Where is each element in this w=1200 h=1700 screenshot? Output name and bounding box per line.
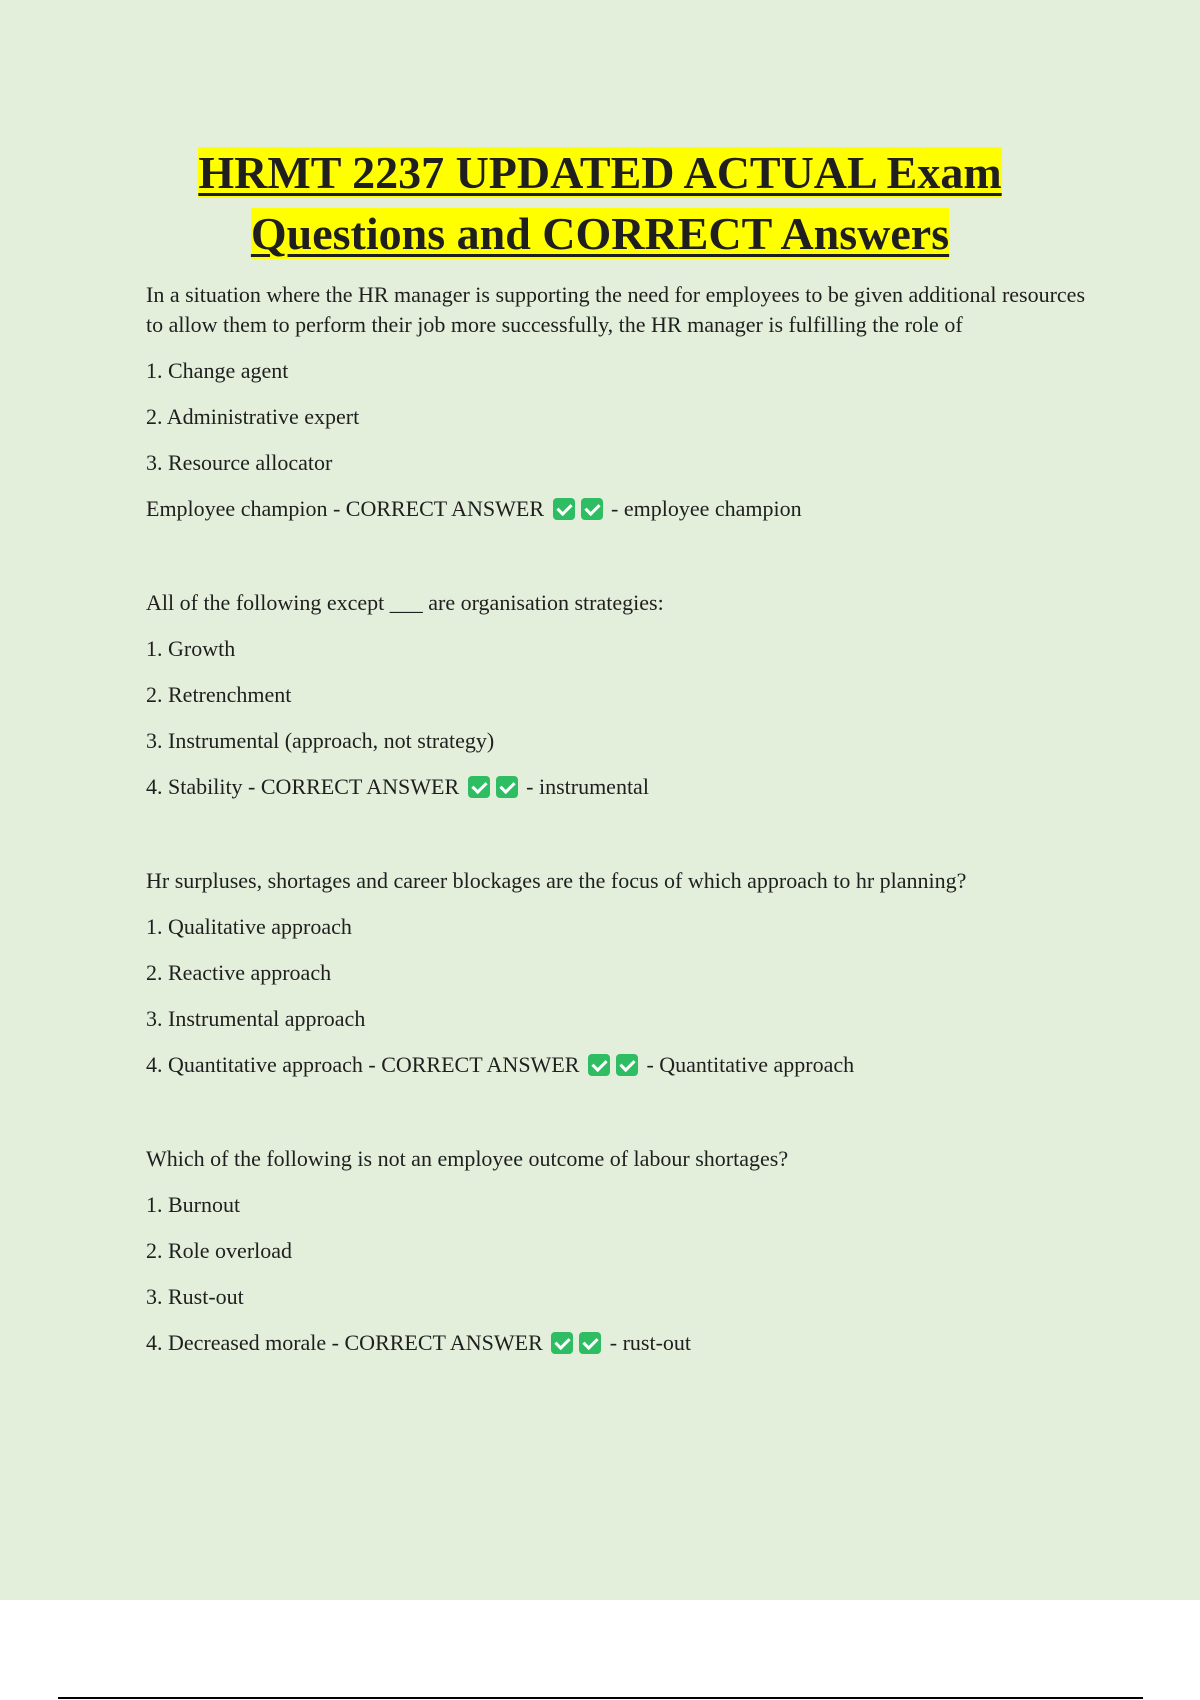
option-item: 1. Qualitative approach	[146, 914, 352, 939]
question-block	[146, 588, 1086, 802]
question-block	[146, 866, 1086, 1080]
option-item: 3. Instrumental approach	[146, 1006, 366, 1031]
footer-divider	[58, 1697, 1143, 1699]
option-item: 3. Rust-out	[146, 1284, 244, 1309]
answer-suffix: - Quantitative approach	[646, 1052, 855, 1077]
option-item: 2. Reactive approach	[146, 960, 332, 985]
option-item: 1. Change agent	[146, 358, 289, 383]
check-box-icon	[496, 776, 518, 798]
option-item: 2. Retrenchment	[146, 682, 292, 707]
answer-suffix: - employee champion	[611, 496, 802, 521]
option-item: 1. Growth	[146, 636, 236, 661]
check-box-icon	[468, 776, 490, 798]
document-title	[0, 142, 1200, 264]
answer-prefix: 4. Decreased morale - CORRECT ANSWER	[146, 1330, 543, 1355]
option-item: 3. Instrumental (approach, not strategy)	[146, 728, 495, 753]
title-line-1: HRMT 2237 UPDATED ACTUAL Exam	[198, 147, 1002, 198]
question-text: In a situation where the HR manager is supporting the need for employees to be given additional resources to allow them to perform their job more successfully, the HR manager is fulfilling the role of	[146, 282, 1086, 337]
option-item: 3. Resource allocator	[146, 450, 333, 475]
correct-answer-line	[146, 772, 1086, 802]
answer-prefix: 4. Quantitative approach - CORRECT ANSWER	[146, 1052, 580, 1077]
check-box-icon	[553, 498, 575, 520]
answer-suffix: - instrumental	[526, 774, 649, 799]
option-item: 2. Administrative expert	[146, 404, 360, 429]
question-text: Which of the following is not an employee outcome of labour shortages?	[146, 1146, 789, 1171]
check-box-icon	[616, 1054, 638, 1076]
question-list	[146, 280, 1086, 1422]
question-block	[146, 280, 1086, 524]
answer-suffix: - rust-out	[609, 1330, 692, 1355]
check-box-icon	[551, 1332, 573, 1354]
check-box-icon	[581, 498, 603, 520]
answer-prefix: Employee champion - CORRECT ANSWER	[146, 496, 545, 521]
check-box-icon	[579, 1332, 601, 1354]
check-box-icon	[588, 1054, 610, 1076]
correct-answer-line	[146, 494, 1086, 524]
correct-answer-line	[146, 1050, 1086, 1080]
question-text: All of the following except ___ are organisation strategies:	[146, 590, 664, 615]
title-line-2: Questions and CORRECT Answers	[250, 208, 950, 259]
question-text: Hr surpluses, shortages and career blockages are the focus of which approach to hr planning?	[146, 868, 967, 893]
answer-prefix: 4. Stability - CORRECT ANSWER	[146, 774, 460, 799]
question-block	[146, 1144, 1086, 1358]
correct-answer-line	[146, 1328, 1086, 1358]
option-item: 2. Role overload	[146, 1238, 293, 1263]
option-item: 1. Burnout	[146, 1192, 241, 1217]
